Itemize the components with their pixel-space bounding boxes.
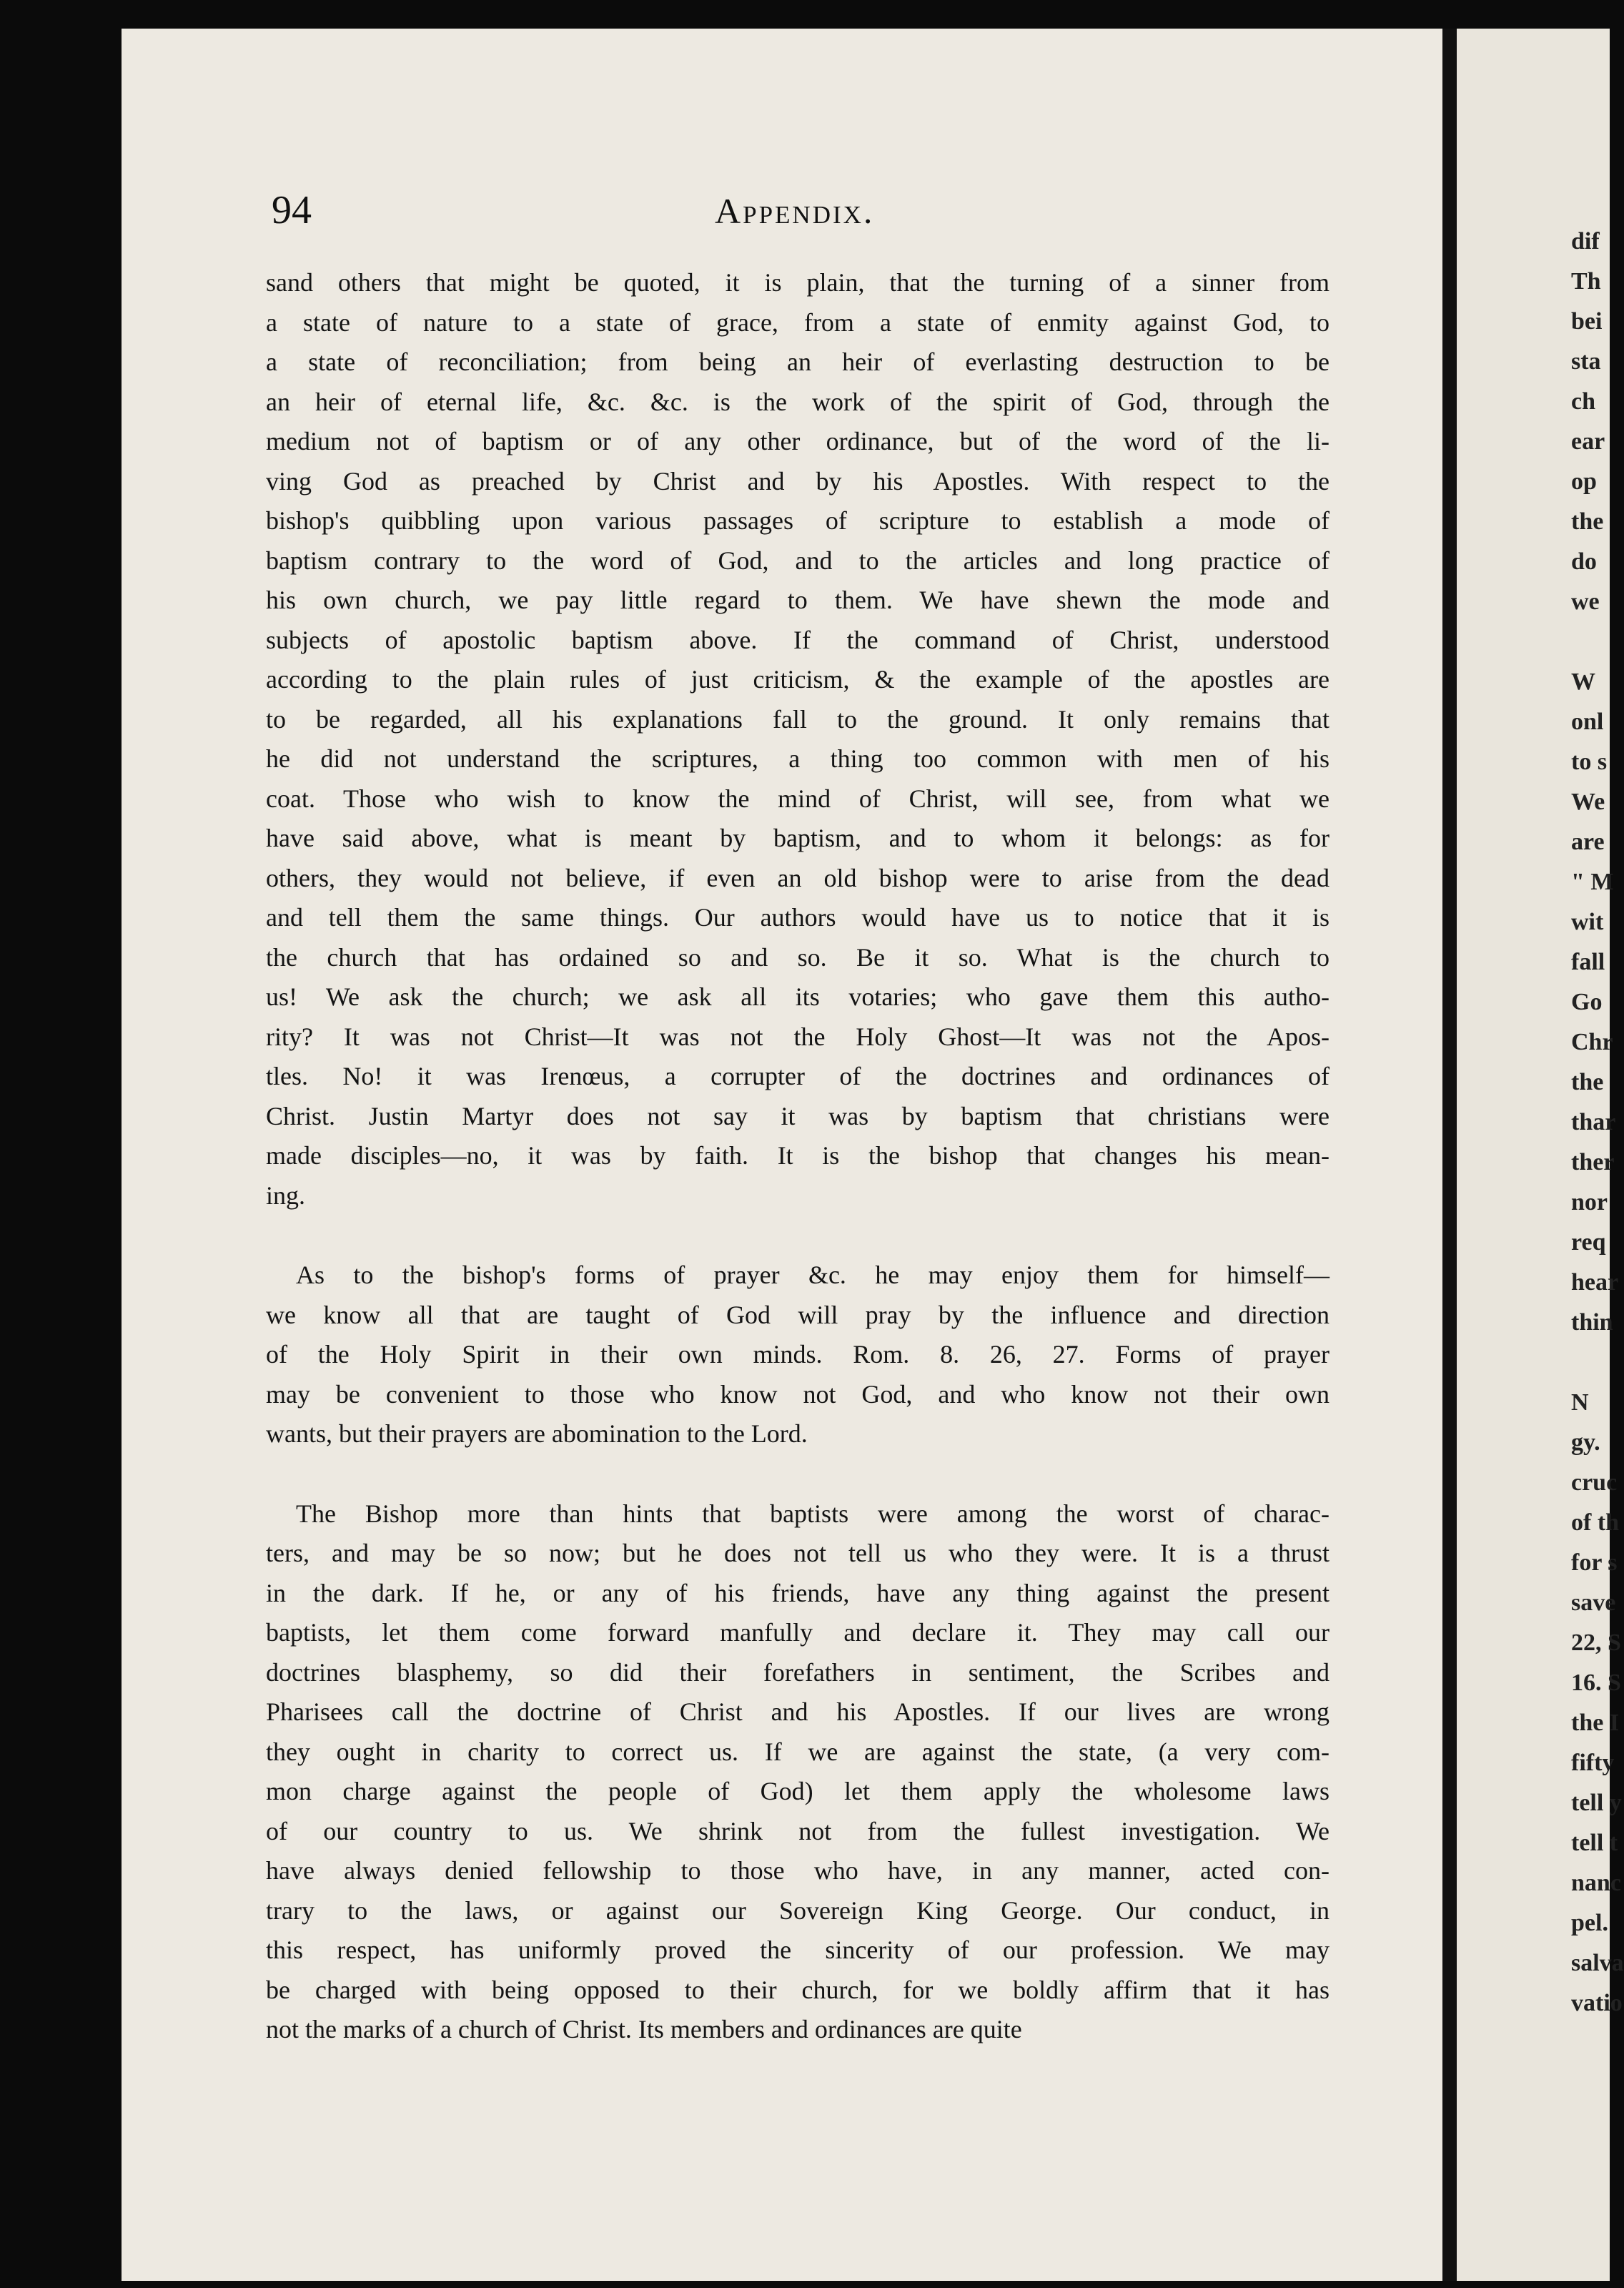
- text-line: his own church, we pay little regard to them. We have shewn the mode and: [266, 586, 1330, 614]
- text-line: a state of nature to a state of grace, from a state of enmity against God, to: [266, 307, 1330, 337]
- text-line: made disciples—no, it was by faith. It is the bishop that changes his mean-: [266, 1141, 1330, 1170]
- facing-page-fragment: Th: [1571, 268, 1601, 295]
- page-number: 94: [272, 188, 312, 232]
- facing-page-fragment: for s: [1571, 1549, 1618, 1576]
- facing-page-fragment: 16. S: [1571, 1670, 1621, 1696]
- facing-page-fragment: W: [1571, 669, 1595, 695]
- text-line: he did not understand the scriptures, a thing too common with men of his: [266, 744, 1330, 773]
- text-line: of our country to us. We shrink not from the fullest investigation. We: [266, 1816, 1330, 1845]
- facing-page-fragment: N: [1571, 1389, 1589, 1416]
- text-line: have always denied fellowship to those who have, in any manner, acted con-: [266, 1856, 1330, 1885]
- text-line: the church that has ordained so and so. Be it so. What is the church to: [266, 942, 1330, 972]
- facing-page-fragment: Chr: [1571, 1029, 1613, 1055]
- facing-page-fragment: " M: [1571, 869, 1614, 895]
- text-line: we know all that are taught of God will pray by the influence and direction: [266, 1300, 1330, 1329]
- text-line: trary to the laws, or against our Sovereign King George. Our conduct, in: [266, 1895, 1330, 1925]
- text-line: sand others that might be quoted, it is plain, that the turning of a sinner from: [266, 268, 1330, 297]
- text-line: not the marks of a church of Christ. Its members and ordinances are quite: [266, 2015, 1022, 2043]
- facing-page-fragment: op: [1571, 468, 1597, 495]
- body-text: [266, 263, 1330, 2050]
- text-line: according to the plain rules of just criticism, & the example of the apostles are: [266, 665, 1330, 694]
- running-head: Appendix.: [715, 191, 875, 231]
- facing-page-fragment: Go: [1571, 989, 1603, 1015]
- text-line: this respect, has uniformly proved the sincerity of our profession. We may: [266, 1936, 1330, 1964]
- text-line: and tell them the same things. Our authors would have us to notice that it is: [266, 903, 1330, 932]
- facing-page-fragment: nor: [1571, 1189, 1608, 1216]
- text-line: others, they would not believe, if even an old bishop were to arise from the dead: [266, 863, 1330, 892]
- page-gutter: [1442, 29, 1457, 2281]
- text-line: of the Holy Spirit in their own minds. Rom. 8. 26, 27. Forms of prayer: [266, 1340, 1330, 1369]
- facing-page-fragment: do: [1571, 548, 1597, 575]
- text-line: As to the bishop's forms of prayer &c. he may enjoy them for himself—: [296, 1261, 1330, 1289]
- facing-page-fragment: to s: [1571, 749, 1608, 775]
- facing-page-fragment: bei: [1571, 308, 1603, 335]
- text-line: wants, but their prayers are abomination to the Lord.: [266, 1419, 808, 1448]
- text-line: subjects of apostolic baptism above. If the command of Christ, understood: [266, 625, 1330, 654]
- facing-page-fragment: the I: [1571, 1710, 1620, 1736]
- text-line: rity? It was not Christ—It was not the Holy Ghost—It was not the Apos-: [266, 1022, 1330, 1051]
- paragraph-gap: [266, 1454, 1330, 1494]
- text-line: baptism contrary to the word of God, and to the articles and long practice of: [266, 546, 1330, 575]
- facing-page-fragment: sta: [1571, 348, 1601, 375]
- text-line: a state of reconciliation; from being an heir of everlasting destruction to be: [266, 347, 1330, 376]
- facing-page-edge: [1457, 29, 1624, 2281]
- text-line: The Bishop more than hints that baptists were among the worst of charac-: [296, 1499, 1330, 1528]
- facing-page-fragment: pel.: [1571, 1910, 1608, 1936]
- facing-page-fragment: wit: [1571, 909, 1604, 935]
- facing-page-fragment: req: [1571, 1229, 1606, 1256]
- text-line: an heir of eternal life, &c. &c. is the work of the spirit of God, through the: [266, 387, 1330, 416]
- facing-page-fragment: tell y: [1571, 1790, 1622, 1816]
- page-header: [264, 187, 1322, 245]
- text-line: us! We ask the church; we ask all its votaries; who gave them this autho-: [266, 982, 1330, 1011]
- facing-page-fragment: fifty: [1571, 1750, 1615, 1776]
- text-line: be charged with being opposed to their church, for we boldly affirm that it has: [266, 1975, 1330, 2004]
- text-line: ing.: [266, 1180, 306, 1210]
- facing-page-fragment: of th: [1571, 1509, 1620, 1536]
- facing-page-fragment: hear: [1571, 1269, 1619, 1296]
- text-line: to be regarded, all his explanations fall to the ground. It only remains that: [266, 704, 1330, 734]
- text-line: they ought in charity to correct us. If we are against the state, (a very com-: [266, 1737, 1330, 1766]
- facing-page-fragment: ch: [1571, 388, 1595, 415]
- facing-page-fragment: dif: [1571, 228, 1600, 255]
- facing-page-fragment: [1571, 622, 1624, 662]
- facing-page-fragment: the: [1571, 1069, 1604, 1095]
- text-line: in the dark. If he, or any of his friends, have any thing against the present: [266, 1578, 1330, 1607]
- facing-page-fragment: save: [1571, 1589, 1616, 1616]
- facing-page-fragment: thar: [1571, 1109, 1616, 1135]
- text-line: ving God as preached by Christ and by his Apostles. With respect to the: [266, 466, 1330, 495]
- text-line: Pharisees call the doctrine of Christ and his Apostles. If our lives are wrong: [266, 1697, 1330, 1726]
- facing-page-fragment: cruc: [1571, 1469, 1618, 1496]
- facing-page-fragment: salva: [1571, 1950, 1624, 1976]
- text-line: may be convenient to those who know not God, and who know not their own: [266, 1379, 1330, 1409]
- facing-page-fragment: onl: [1571, 709, 1604, 735]
- facing-page-fragment: fall: [1571, 949, 1605, 975]
- facing-page-fragment: are: [1571, 829, 1605, 855]
- text-line: baptists, let them come forward manfully and declare it. They may call our: [266, 1618, 1330, 1647]
- text-line: bishop's quibbling upon various passages of scripture to establish a mode of: [266, 506, 1330, 535]
- facing-page-fragment: thin: [1571, 1309, 1613, 1336]
- facing-page-fragment: nanc: [1571, 1870, 1621, 1896]
- facing-page-fragment: ther: [1571, 1149, 1615, 1175]
- text-line: coat. Those who wish to know the mind of Christ, will see, from what we: [266, 784, 1330, 813]
- text-line: mon charge against the people of God) let them apply the wholesome laws: [266, 1777, 1330, 1805]
- facing-page-fragment: tell t: [1571, 1830, 1618, 1856]
- text-line: doctrines blasphemy, so did their forefathers in sentiment, the Scribes and: [266, 1657, 1330, 1687]
- text-line: have said above, what is meant by baptism, and to whom it belongs: as for: [266, 824, 1330, 852]
- text-line: Christ. Justin Martyr does not say it was by baptism that christians were: [266, 1101, 1330, 1130]
- facing-page-fragment: vatio: [1571, 1990, 1623, 2016]
- facing-page-fragment: ear: [1571, 428, 1605, 455]
- facing-page-fragment: We: [1571, 789, 1605, 815]
- text-line: ters, and may be so now; but he does not tell us who they were. It is a thrust: [266, 1539, 1330, 1567]
- facing-page-fragment: the: [1571, 508, 1604, 535]
- facing-page-fragment: we: [1571, 588, 1600, 615]
- paragraph-gap: [266, 1216, 1330, 1256]
- facing-page-fragment: [1571, 1343, 1624, 1383]
- text-line: medium not of baptism or of any other ordinance, but of the word of the li-: [266, 427, 1330, 455]
- facing-page-fragment: 22, S: [1571, 1629, 1621, 1656]
- text-line: tles. No! it was Irenœus, a corrupter of the doctrines and ordinances of: [266, 1062, 1330, 1090]
- facing-page-fragment: gy.: [1571, 1429, 1600, 1456]
- facing-page-text: [1571, 222, 1624, 2023]
